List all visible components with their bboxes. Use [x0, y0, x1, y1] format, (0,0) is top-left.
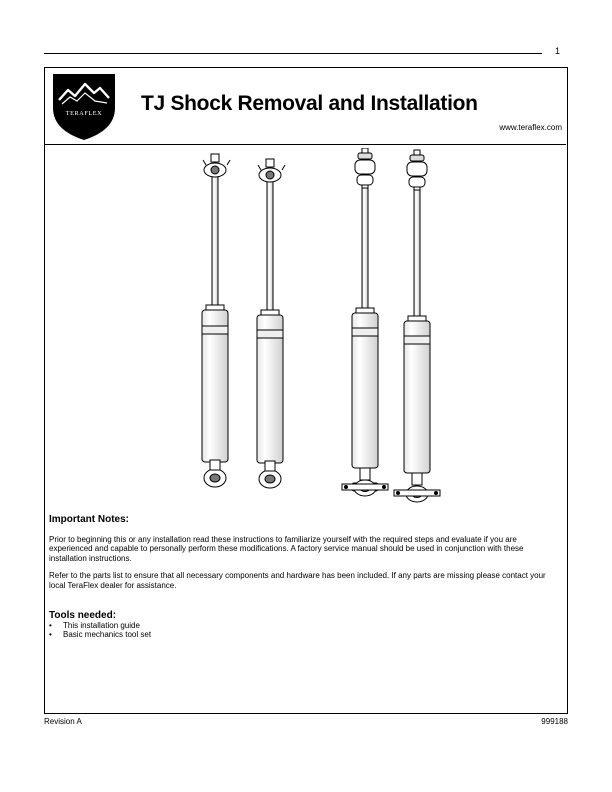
- notes-paragraph: Refer to the parts list to ensure that all necessary components and hardware has been included. If any parts are missing please contact your local TeraFlex dealer for assistance.: [49, 571, 546, 590]
- top-rule: [44, 53, 542, 54]
- shock-absorber-1: [202, 154, 230, 487]
- tools-list: [49, 621, 561, 640]
- revision-label: Revision A: [44, 717, 82, 726]
- page-number: 1: [555, 46, 561, 56]
- list-item: • This installation guide: [49, 621, 561, 631]
- notes-paragraph: Prior to beginning this or any installation read these instructions to familiarize yourself with the required steps and evaluate if you are experienced and capable to personally perform these modifications. A factory service manual should be used in conjunction with these installation instructions.: [49, 534, 524, 563]
- document-title: TJ Shock Removal and Installation: [141, 92, 478, 115]
- tools-needed-heading: Tools needed:: [49, 609, 117, 621]
- important-notes-heading: Important Notes:: [49, 514, 129, 525]
- shock-absorber-3: [342, 148, 388, 496]
- page-frame: [44, 67, 568, 714]
- logo-text: TERAFLEX: [65, 110, 103, 117]
- shock-absorber-4: [394, 150, 440, 502]
- list-item: • Basic mechanics tool set: [49, 630, 561, 640]
- shock-absorber-2: [257, 159, 285, 488]
- content: [49, 515, 561, 640]
- teraflex-logo: [50, 70, 118, 142]
- header: [45, 68, 566, 145]
- website-url: www.teraflex.com: [499, 123, 562, 132]
- part-number: 999188: [541, 717, 568, 726]
- shock-absorbers-illustration: [195, 148, 445, 503]
